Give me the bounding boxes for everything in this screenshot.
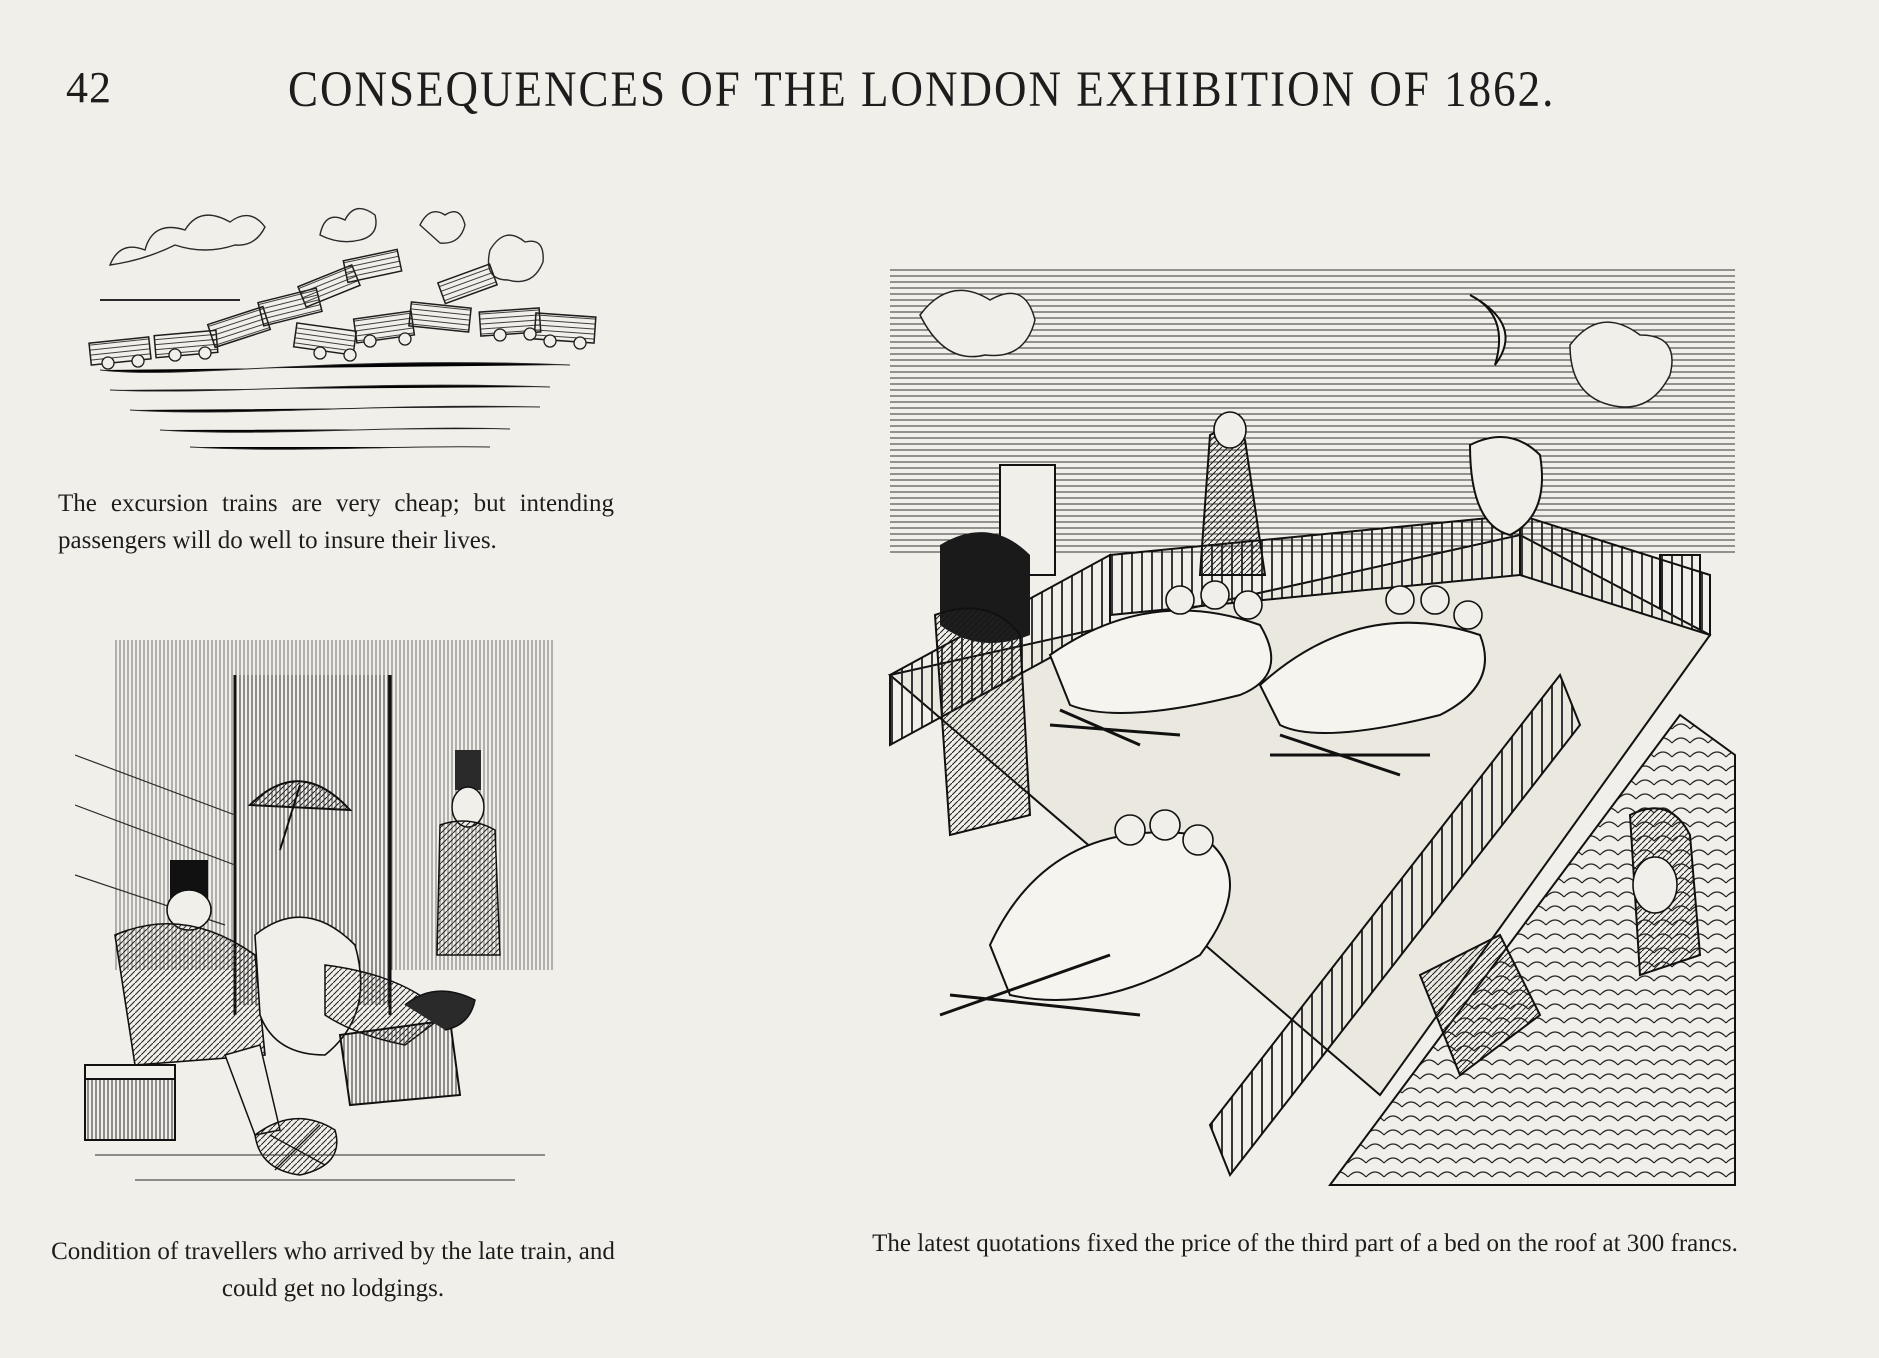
page-number: 42 [66,63,112,112]
train-wreck-engraving-icon [70,155,615,455]
rooftop-beds-engraving-icon [880,255,1740,1195]
stranded-travellers-engraving-icon [75,635,575,1195]
stranded-travellers-illustration [75,635,575,1195]
caption-excursion-trains: The excursion trains are very cheap; but intending passengers will do well to insure their lives. [58,490,614,554]
running-head: CONSEQUENCES OF THE LONDON EXHIBITION OF 1862. [288,61,1556,118]
caption-roof-bed-price: The latest quotations fixed the price of the third part of a bed on the roof at 300 francs. [872,1230,1738,1257]
train-wreck-illustration [70,155,615,455]
caption-late-train-travellers: Condition of travellers who arrived by the late train, and could get no lodgings. [51,1238,615,1302]
rooftop-beds-illustration [880,255,1740,1195]
